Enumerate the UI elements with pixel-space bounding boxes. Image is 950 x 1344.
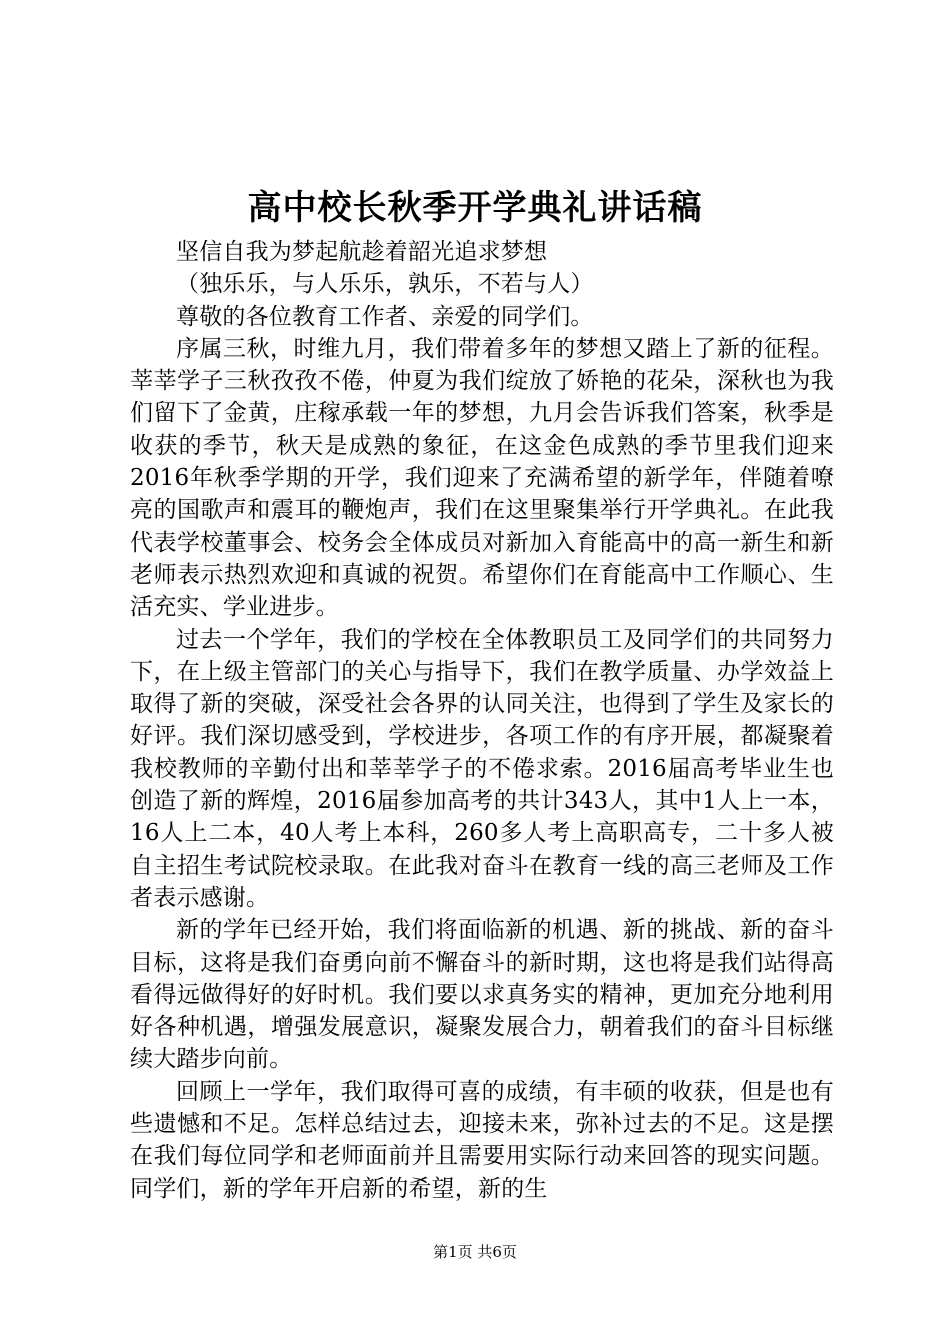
body-paragraph: 过去一个学年，我们的学校在全体教职员工及同学们的共同努力下，在上级主管部门的关心与指导下，我们在教学质量、办学效益上取得了新的突破，深受社会各界的认同关注，也得到了学生及家长的好评。我们深切感受到，学校进步，各项工作的有序开展，都凝聚着我校教师的辛勤付出和莘莘学子的不倦求索。2016届高考毕业生也创造了新的辉煌，2016届参加高考的共计343人，其中1人上一本，16人上二本，40人考上本科，260多人考上高职高专，二十多人被自主招生考试院校录取。在此我对奋斗在教育一线的高三老师及工作者表示感谢。 xyxy=(130,626,834,911)
body-paragraph: 新的学年已经开始，我们将面临新的机遇、新的挑战、新的奋斗目标，这将是我们奋勇向前不懈奋斗的新时期，这也将是我们站得高看得远做得好的好时机。我们要以求真务实的精神，更加充分地利用好各种机遇，增强发展意识，凝聚发展合力，朝着我们的奋斗目标继续大踏步向前。 xyxy=(130,917,834,1073)
body-paragraph: 回顾上一学年，我们取得可喜的成绩，有丰硕的收获，但是也有些遗憾和不足。怎样总结过去，迎接未来，弥补过去的不足。这是摆在我们每位同学和老师面前并且需要用实际行动来回答的现实问题。同学们，新的学年开启新的希望，新的生 xyxy=(130,1078,834,1202)
quote-line: （独乐乐，与人乐乐，孰乐，不若与人） xyxy=(176,271,594,298)
document-body xyxy=(130,236,834,1205)
document-title: 高中校长秋季开学典礼讲话稿 xyxy=(247,188,703,228)
page-number-footer: 第1页 共6页 xyxy=(433,1243,517,1261)
body-paragraph: 序属三秋，时维九月，我们带着多年的梦想又踏上了新的征程。莘莘学子三秋孜孜不倦，仲夏为我们绽放了娇艳的花朵，深秋也为我们留下了金黄，庄稼承载一年的梦想，九月会告诉我们答案，秋季是收获的季节，秋天是成熟的象征，在这金色成熟的季节里我们迎来2016年秋季学期的开学，我们迎来了充满希望的新学年，伴随着嘹亮的国歌声和震耳的鞭炮声，我们在这里聚集举行开学典礼。在此我代表学校董事会、校务会全体成员对新加入育能高中的高一新生和新老师表示热烈欢迎和真诚的祝贺。希望你们在育能高中工作顺心、生活充实、学业进步。 xyxy=(130,335,834,621)
salutation: 尊敬的各位教育工作者、亲爱的同学们。 xyxy=(176,303,594,330)
subtitle-line: 坚信自我为梦起航趁着韶光追求梦想 xyxy=(176,239,548,265)
